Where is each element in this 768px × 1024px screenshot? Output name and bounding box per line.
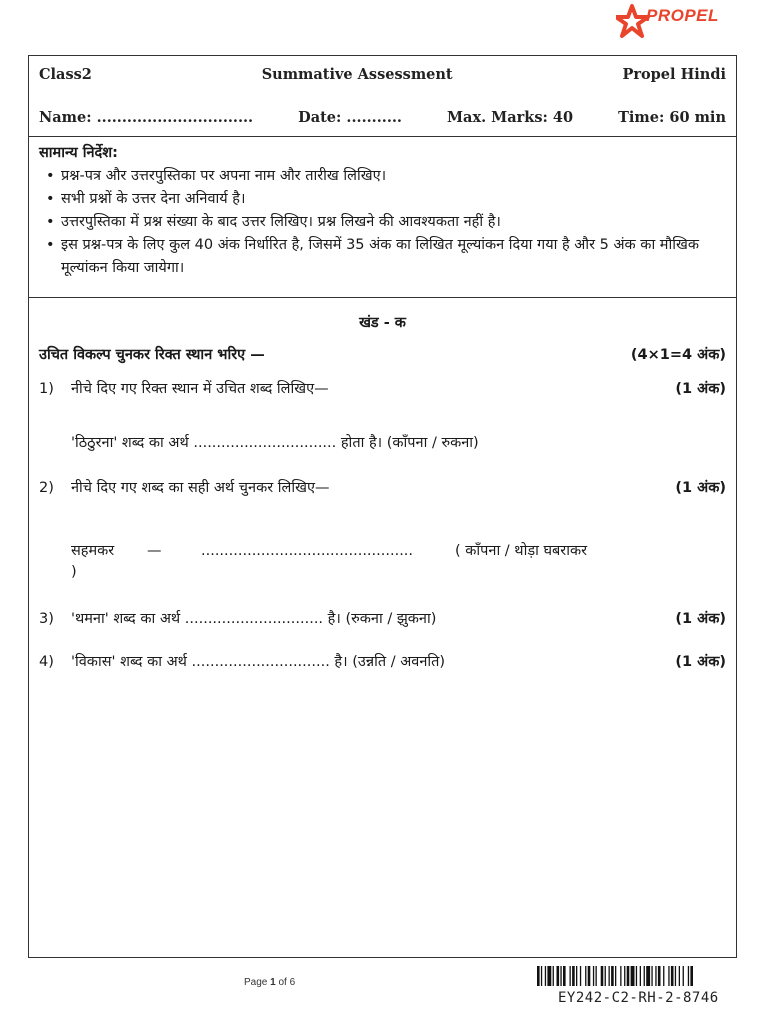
question-text: नीचे दिए गए शब्द का सही अर्थ चुनकर लिखिए— bbox=[71, 480, 330, 496]
class-label: Class2 bbox=[39, 66, 92, 83]
barcode-bar bbox=[547, 966, 551, 986]
answer-options: ( काँपना / थोड़ा घबराकर bbox=[455, 543, 588, 559]
subject-label: Propel Hindi bbox=[622, 66, 726, 83]
question-text: 'विकास' शब्द का अर्थ .............................. है। (उन्नति / अवनति) bbox=[71, 654, 446, 670]
barcode-bar bbox=[605, 966, 606, 986]
barcode-bar bbox=[688, 966, 689, 986]
barcode-bar bbox=[572, 966, 575, 986]
barcode-bar bbox=[668, 966, 669, 986]
barcode-bar bbox=[646, 966, 650, 986]
question-text: नीचे दिए गए रिक्त स्थान में उचित शब्द लिखिए— bbox=[71, 381, 329, 397]
barcode-bar bbox=[675, 966, 676, 986]
barcode-bar bbox=[663, 966, 664, 986]
instruction-item bbox=[46, 211, 726, 234]
barcode-bar bbox=[640, 966, 641, 986]
barcode-bar bbox=[563, 966, 566, 986]
barcode-bar bbox=[631, 966, 635, 986]
page-prefix: Page bbox=[244, 977, 271, 988]
barcode-bar bbox=[576, 966, 577, 986]
instructions-title: सामान्य निर्देश: bbox=[39, 145, 118, 161]
barcode-bar bbox=[537, 966, 540, 986]
question-row bbox=[39, 651, 726, 671]
max-marks: Max. Marks: 40 bbox=[447, 109, 574, 126]
barcode-bar bbox=[683, 966, 684, 986]
star-icon bbox=[616, 4, 650, 44]
bullet-icon: • bbox=[46, 214, 55, 230]
instruction-item bbox=[46, 165, 726, 188]
paper-code: EY242-C2-RH-2-8746 bbox=[558, 990, 719, 1006]
instruction-text: सभी प्रश्नों के उत्तर देना अनिवार्य है। bbox=[61, 191, 246, 207]
barcode-bar bbox=[596, 966, 597, 986]
dash: — bbox=[147, 543, 162, 559]
instruction-text: उत्तरपुस्तिका में प्रश्न संख्या के बाद उत्तर लिखिए। प्रश्न लिखने की आवश्यकता नहीं है। bbox=[61, 214, 501, 230]
instruction-item bbox=[46, 188, 726, 211]
instructions-list bbox=[39, 165, 726, 280]
exam-title: Summative Assessment bbox=[261, 66, 453, 83]
word: सहमकर bbox=[71, 543, 115, 559]
barcode-bar bbox=[545, 966, 546, 986]
barcode-bar bbox=[690, 966, 693, 986]
question-row bbox=[39, 477, 726, 497]
question-marks: (1 अंक) bbox=[675, 381, 726, 397]
barcode-bar bbox=[655, 966, 656, 986]
barcode-bar bbox=[541, 966, 542, 986]
question-text: 'थमना' शब्द का अर्थ .............................. है। (रुकना / झुकना) bbox=[71, 611, 437, 627]
question-subline bbox=[71, 540, 587, 560]
question-row bbox=[39, 608, 726, 628]
section-marks: (4×1=4 अंक) bbox=[630, 347, 726, 363]
question-marks: (1 अंक) bbox=[675, 480, 726, 496]
page-current: 1 bbox=[270, 977, 276, 988]
instruction-item bbox=[46, 234, 726, 280]
question-number: 2) bbox=[39, 480, 54, 496]
instruction-text: इस प्रश्न-पत्र के लिए कुल 40 अंक निर्धारित है, जिसमें 35 अंक का लिखित मूल्यांकन दिया गया है और 5 अंक का मौखिक मूल्यांकन किया जायेगा। bbox=[61, 237, 699, 276]
bullet-icon: • bbox=[46, 168, 55, 184]
question-subline: 'ठिठुरना' शब्द का अर्थ ............................... होता है। (काँपना / रुकना) bbox=[71, 435, 479, 451]
barcode-bar bbox=[570, 966, 571, 986]
barcode-bar bbox=[557, 966, 560, 986]
barcode-bar bbox=[627, 966, 630, 986]
barcode-bar bbox=[620, 966, 621, 986]
barcode-bar bbox=[636, 966, 637, 986]
page-suffix: of 6 bbox=[275, 977, 296, 988]
barcode-bar bbox=[585, 966, 586, 986]
logo-text: PROPEL bbox=[646, 6, 719, 25]
question-number: 4) bbox=[39, 654, 54, 670]
date-field: Date: ........... bbox=[298, 109, 402, 126]
barcode-bar bbox=[651, 966, 652, 986]
barcode-bar bbox=[588, 966, 591, 986]
barcode-bar bbox=[593, 966, 594, 986]
question-marks: (1 अंक) bbox=[675, 611, 726, 627]
general-instructions bbox=[39, 142, 726, 280]
barcode-bar bbox=[658, 966, 661, 986]
barcode-bar bbox=[609, 966, 610, 986]
question-subline-close: ) bbox=[71, 564, 77, 580]
answer-blank: .............................................. bbox=[201, 543, 414, 559]
bullet-icon: • bbox=[46, 191, 55, 207]
barcode-bar bbox=[671, 966, 674, 986]
section-instruction: उचित विकल्प चुनकर रिक्त स्थान भरिए — bbox=[39, 347, 265, 363]
section-title: खंड - क bbox=[359, 315, 406, 331]
page-indicator bbox=[244, 977, 295, 988]
barcode-bar bbox=[553, 966, 554, 986]
bullet-icon: • bbox=[46, 237, 55, 253]
barcode-bar bbox=[560, 966, 561, 986]
barcode-bar bbox=[580, 966, 581, 986]
barcode-bar bbox=[679, 966, 680, 986]
propel-logo bbox=[616, 4, 746, 44]
question-paper bbox=[28, 55, 737, 958]
barcode-bar bbox=[624, 966, 625, 986]
name-field: Name: ............................... bbox=[39, 109, 254, 126]
divider bbox=[29, 297, 736, 298]
question-marks: (1 अंक) bbox=[675, 654, 726, 670]
time-limit: Time: 60 min bbox=[618, 109, 726, 126]
barcode-bar bbox=[601, 966, 604, 986]
barcode-bar bbox=[615, 966, 616, 986]
header-row-1 bbox=[39, 66, 726, 83]
question-row bbox=[39, 378, 726, 398]
question-number: 1) bbox=[39, 381, 54, 397]
barcode-bar bbox=[644, 966, 645, 986]
question-number: 3) bbox=[39, 611, 54, 627]
barcode-bar bbox=[611, 966, 614, 986]
instruction-text: प्रश्न-पत्र और उत्तरपुस्तिका पर अपना नाम और तारीख लिखिए। bbox=[61, 168, 387, 184]
section-instruction-row bbox=[39, 344, 726, 364]
header-row-2 bbox=[39, 109, 726, 126]
divider bbox=[29, 136, 736, 137]
barcode bbox=[537, 966, 742, 986]
